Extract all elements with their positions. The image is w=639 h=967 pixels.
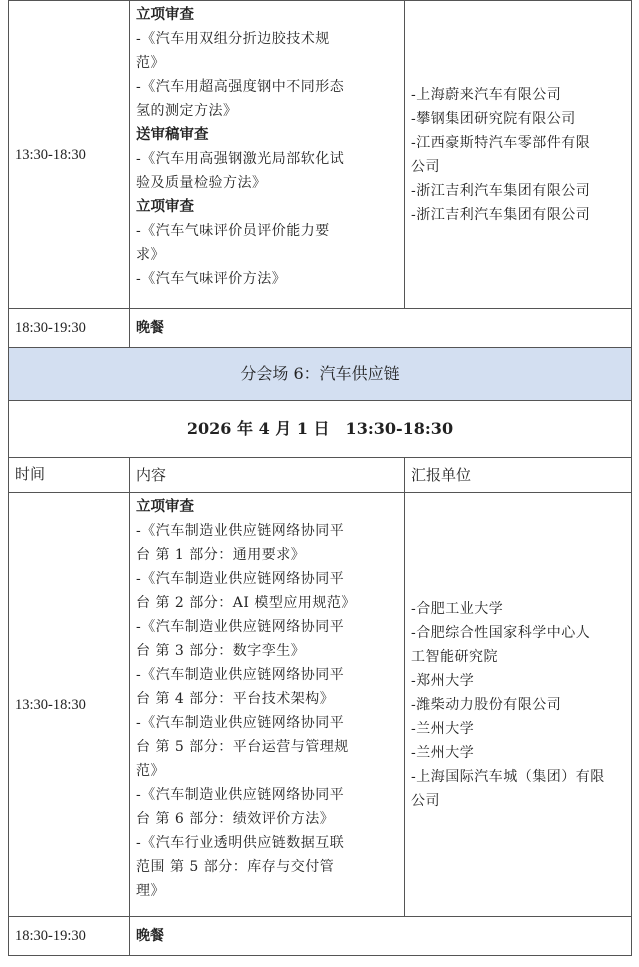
standard-item-line: -《汽车制造业供应链网络协同平 xyxy=(136,571,345,587)
dinner-row xyxy=(9,309,632,348)
review-type-heading: 立项审查 xyxy=(136,498,194,515)
reporting-unit-line: -攀钢集团研究院有限公司 xyxy=(411,110,576,127)
standard-item-line: 氢的测定方法》 xyxy=(136,103,238,119)
column-header-unit: 汇报单位 xyxy=(405,458,632,493)
time-cell: 18:30-19:30 xyxy=(9,917,130,956)
standard-item-line: 范围 第 5 部分：库存与交付管 xyxy=(136,859,335,875)
review-type-heading: 立项审查 xyxy=(136,198,194,215)
standard-item-line: 验及质量检验方法》 xyxy=(136,175,267,191)
reporting-unit-line: -郑州大学 xyxy=(411,672,475,689)
content-cell xyxy=(130,1,405,309)
reporting-unit-line: 工智能研究院 xyxy=(411,648,498,665)
session-date: 2026 年 4 月 1 日 13:30-18:30 xyxy=(9,401,632,458)
standard-item-line: -《汽车制造业供应链网络协同平 xyxy=(136,787,345,803)
standard-item-line: -《汽车用高强钢激光局部软化试 xyxy=(136,151,345,167)
session-header-row xyxy=(9,348,632,401)
dinner-label: 晚餐 xyxy=(130,917,632,956)
reporting-unit-line: -合肥综合性国家科学中心人 xyxy=(411,624,591,641)
standard-item-line: 求》 xyxy=(136,247,165,263)
review-type-heading: 立项审查 xyxy=(136,6,194,23)
standard-item-line: 范》 xyxy=(136,55,165,71)
content-cell xyxy=(130,493,405,917)
schedule-row xyxy=(9,1,632,309)
reporting-unit-line: -兰州大学 xyxy=(411,720,475,737)
standard-item-line: 台 第 3 部分：数字孪生》 xyxy=(136,643,306,659)
standard-item-line: 台 第 6 部分：绩效评价方法》 xyxy=(136,811,335,827)
reporting-unit-line: -合肥工业大学 xyxy=(411,600,504,617)
unit-cell xyxy=(405,493,632,917)
reporting-unit-line: -兰州大学 xyxy=(411,744,475,761)
schedule-table xyxy=(8,0,632,956)
time-cell: 18:30-19:30 xyxy=(9,309,130,348)
standard-item-line: 台 第 1 部分：通用要求》 xyxy=(136,547,306,563)
standard-item-line: -《汽车制造业供应链网络协同平 xyxy=(136,667,345,683)
unit-cell xyxy=(405,1,632,309)
standard-item-line: -《汽车用双组分折边胶技术规 xyxy=(136,31,330,47)
standard-item-line: 台 第 2 部分：AI 模型应用规范》 xyxy=(136,595,356,611)
standard-item-line: -《汽车用超高强度钢中不同形态 xyxy=(136,79,345,95)
reporting-unit-line: -潍柴动力股份有限公司 xyxy=(411,696,562,713)
date-row xyxy=(9,401,632,458)
time-cell: 13:30-18:30 xyxy=(9,1,130,309)
standard-item-line: -《汽车行业透明供应链数据互联 xyxy=(136,835,345,851)
dinner-row xyxy=(9,917,632,956)
reporting-unit-line: -浙江吉利汽车集团有限公司 xyxy=(411,206,591,223)
standard-item-line: 范》 xyxy=(136,763,165,779)
standard-item-line: 台 第 4 部分：平台技术架构》 xyxy=(136,691,335,707)
standard-item-line: -《汽车制造业供应链网络协同平 xyxy=(136,523,345,539)
reporting-unit-line: 公司 xyxy=(411,158,440,175)
column-header-row xyxy=(9,458,632,493)
review-type-heading: 送审稿审查 xyxy=(136,126,209,143)
standard-item-line: -《汽车气味评价员评价能力要 xyxy=(136,223,330,239)
column-header-time: 时间 xyxy=(9,458,130,493)
standard-item-line: -《汽车气味评价方法》 xyxy=(136,271,287,287)
reporting-unit-line: 公司 xyxy=(411,792,440,809)
standard-item-line: -《汽车制造业供应链网络协同平 xyxy=(136,715,345,731)
reporting-unit-line: -上海国际汽车城（集团）有限 xyxy=(411,768,605,785)
standard-item-line: 台 第 5 部分：平台运营与管理规 xyxy=(136,739,349,755)
column-header-content: 内容 xyxy=(130,458,405,493)
reporting-unit-line: -江西豪斯特汽车零部件有限 xyxy=(411,134,591,151)
dinner-label: 晚餐 xyxy=(130,309,632,348)
session-title: 分会场 6：汽车供应链 xyxy=(9,348,632,401)
reporting-unit-line: -浙江吉利汽车集团有限公司 xyxy=(411,182,591,199)
time-cell: 13:30-18:30 xyxy=(9,493,130,917)
standard-item-line: -《汽车制造业供应链网络协同平 xyxy=(136,619,345,635)
schedule-row xyxy=(9,493,632,917)
reporting-unit-line: -上海蔚来汽车有限公司 xyxy=(411,86,562,103)
standard-item-line: 理》 xyxy=(136,883,165,899)
